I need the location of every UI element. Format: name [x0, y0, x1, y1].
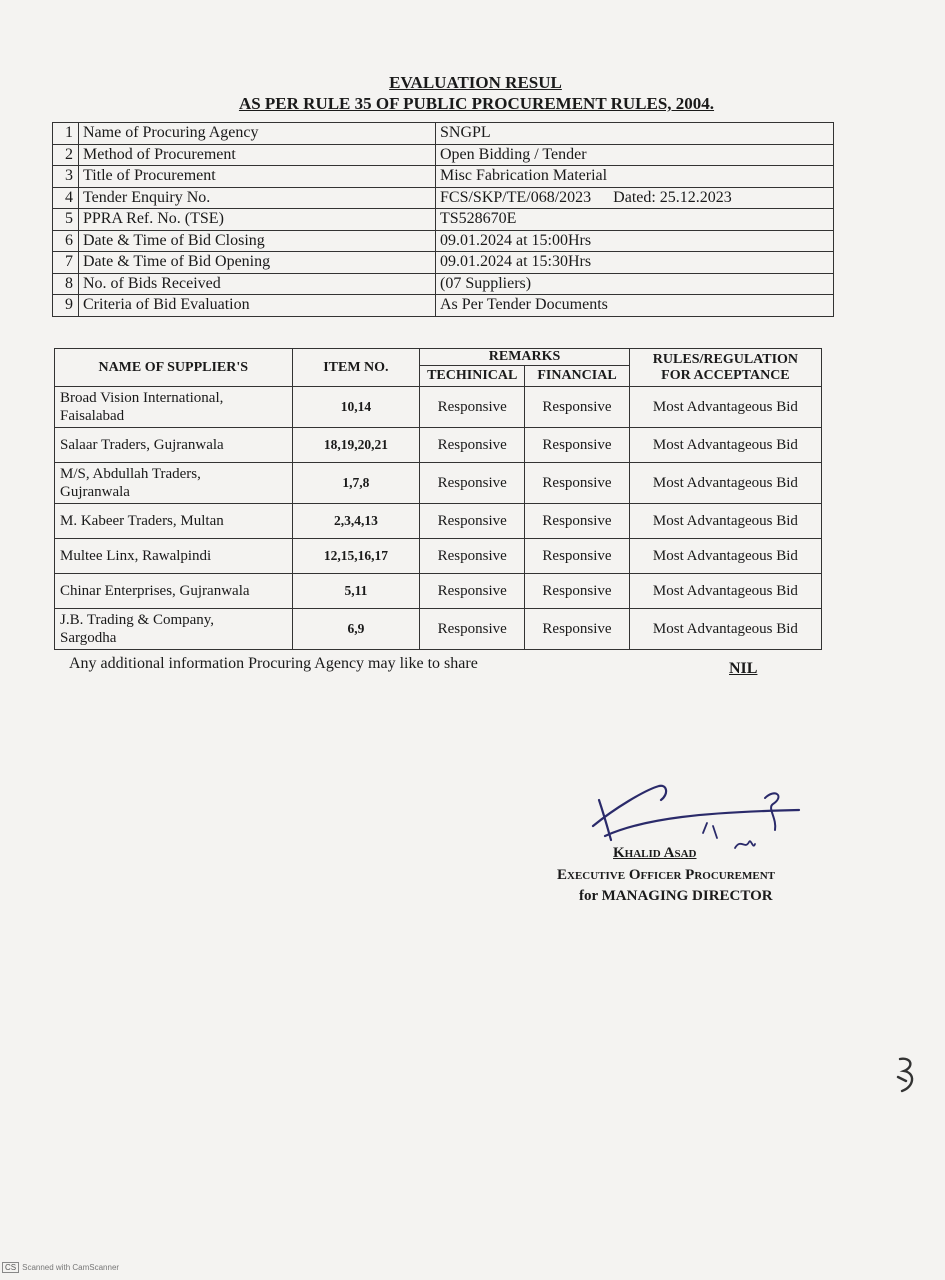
signatory-name: Khalid Asad [613, 845, 697, 861]
info-row-label: Date & Time of Bid Closing [79, 230, 436, 252]
technical-remark: Responsive [420, 387, 525, 428]
supplier-name-line2: Faisalabad [60, 408, 125, 424]
info-row [53, 209, 834, 231]
supplier-evaluation-table [54, 348, 822, 650]
info-row-value-cell [436, 187, 834, 209]
supplier-name [55, 504, 293, 539]
supplier-name [55, 609, 293, 650]
supplier-row [55, 504, 822, 539]
info-row-label: Criteria of Bid Evaluation [79, 295, 436, 317]
header-item: ITEM NO. [292, 349, 420, 387]
info-row-value: 09.01.2024 at 15:00Hrs [440, 231, 592, 249]
header-rules-line2: FOR ACCEPTANCE [661, 367, 790, 383]
technical-remark: Responsive [420, 539, 525, 574]
supplier-name [55, 574, 293, 609]
info-row-extra: Dated: 25.12.2023 [613, 188, 732, 206]
supplier-row [55, 463, 822, 504]
header-remarks: REMARKS [420, 349, 630, 366]
info-row-value-cell [436, 166, 834, 188]
header-financial: FINANCIAL [525, 366, 630, 387]
info-row-label: PPRA Ref. No. (TSE) [79, 209, 436, 231]
info-row-number: 9 [53, 295, 79, 317]
header-rules-line1: RULES/REGULATION [652, 351, 799, 367]
additional-info-value: NIL [729, 660, 758, 677]
acceptance-rule: Most Advantageous Bid [629, 387, 821, 428]
info-row-number: 5 [53, 209, 79, 231]
financial-remark: Responsive [525, 428, 630, 463]
supplier-items: 6,9 [292, 609, 420, 650]
technical-remark: Responsive [420, 574, 525, 609]
supplier-row [55, 539, 822, 574]
info-row-value-cell [436, 230, 834, 252]
info-row-label: No. of Bids Received [79, 273, 436, 295]
supplier-name-line1: M. Kabeer Traders, Multan [60, 513, 224, 529]
technical-remark: Responsive [420, 504, 525, 539]
info-row [53, 166, 834, 188]
acceptance-rule: Most Advantageous Bid [629, 504, 821, 539]
supplier-row [55, 428, 822, 463]
info-row-value: FCS/SKP/TE/068/2023 [440, 188, 592, 206]
signatory-subtitle: for MANAGING DIRECTOR [579, 888, 773, 904]
info-row [53, 273, 834, 295]
info-row-label: Tender Enquiry No. [79, 187, 436, 209]
scanner-text: Scanned with CamScanner [22, 1263, 120, 1272]
supplier-items: 5,11 [292, 574, 420, 609]
financial-remark: Responsive [525, 504, 630, 539]
info-row-value-cell [436, 144, 834, 166]
info-row-value: SNGPL [440, 124, 491, 142]
financial-remark: Responsive [525, 463, 630, 504]
technical-remark: Responsive [420, 463, 525, 504]
supplier-row [55, 574, 822, 609]
scanner-watermark [2, 1262, 119, 1273]
info-row-number: 8 [53, 273, 79, 295]
supplier-name [55, 387, 293, 428]
supplier-name-line2: Sargodha [60, 630, 117, 646]
financial-remark: Responsive [525, 574, 630, 609]
header-rules [629, 349, 821, 387]
info-row-value: 09.01.2024 at 15:30Hrs [440, 253, 592, 271]
supplier-name-line1: Broad Vision International, [60, 390, 224, 406]
info-row [53, 123, 834, 145]
supplier-items: 10,14 [292, 387, 420, 428]
document-title: EVALUATION RESUL [389, 73, 562, 92]
supplier-row [55, 387, 822, 428]
handwritten-margin-mark [894, 1053, 920, 1097]
info-row-value-cell [436, 252, 834, 274]
additional-info-text: Any additional information Procuring Agency may like to share [69, 655, 478, 672]
supplier-name-line1: M/S, Abdullah Traders, [60, 466, 201, 482]
info-row [53, 295, 834, 317]
supplier-name [55, 463, 293, 504]
info-row-label: Name of Procuring Agency [79, 123, 436, 145]
header-technical: TECHINICAL [420, 366, 525, 387]
technical-remark: Responsive [420, 428, 525, 463]
supplier-name-line1: J.B. Trading & Company, [60, 612, 215, 628]
info-row-number: 6 [53, 230, 79, 252]
info-row-label: Title of Procurement [79, 166, 436, 188]
info-row-label: Date & Time of Bid Opening [79, 252, 436, 274]
acceptance-rule: Most Advantageous Bid [629, 609, 821, 650]
procurement-info-table [52, 122, 834, 317]
info-row-number: 4 [53, 187, 79, 209]
supplier-name-line1: Multee Linx, Rawalpindi [60, 548, 212, 564]
info-row [53, 252, 834, 274]
info-row-number: 3 [53, 166, 79, 188]
supplier-name-line2: Gujranwala [60, 484, 130, 500]
signatory-title: Executive Officer Procurement [557, 867, 776, 883]
info-row [53, 144, 834, 166]
info-row-number: 1 [53, 123, 79, 145]
acceptance-rule: Most Advantageous Bid [629, 463, 821, 504]
supplier-name-line1: Chinar Enterprises, Gujranwala [60, 583, 250, 599]
info-row-value-cell [436, 209, 834, 231]
supplier-items: 2,3,4,13 [292, 504, 420, 539]
info-row-value: As Per Tender Documents [440, 296, 608, 314]
document-subtitle: AS PER RULE 35 OF PUBLIC PROCUREMENT RULES, 2004. [238, 94, 715, 113]
scanner-logo: CS [2, 1262, 19, 1273]
info-row-value-cell [436, 123, 834, 145]
info-row-label: Method of Procurement [79, 144, 436, 166]
financial-remark: Responsive [525, 609, 630, 650]
info-row-value: TS528670E [440, 210, 517, 228]
acceptance-rule: Most Advantageous Bid [629, 574, 821, 609]
info-row-value: Misc Fabrication Material [440, 167, 608, 185]
supplier-items: 12,15,16,17 [292, 539, 420, 574]
supplier-items: 18,19,20,21 [292, 428, 420, 463]
info-row [53, 187, 834, 209]
acceptance-rule: Most Advantageous Bid [629, 428, 821, 463]
supplier-row [55, 609, 822, 650]
info-row-number: 7 [53, 252, 79, 274]
info-row-value-cell [436, 295, 834, 317]
info-row-value: Open Bidding / Tender [440, 145, 587, 163]
financial-remark: Responsive [525, 387, 630, 428]
acceptance-rule: Most Advantageous Bid [629, 539, 821, 574]
header-name: NAME OF SUPPLIER'S [55, 349, 293, 387]
info-row-value-cell [436, 273, 834, 295]
info-row [53, 230, 834, 252]
supplier-items: 1,7,8 [292, 463, 420, 504]
supplier-name [55, 428, 293, 463]
financial-remark: Responsive [525, 539, 630, 574]
technical-remark: Responsive [420, 609, 525, 650]
info-row-value: (07 Suppliers) [440, 274, 532, 292]
supplier-name [55, 539, 293, 574]
supplier-name-line1: Salaar Traders, Gujranwala [60, 437, 224, 453]
info-row-number: 2 [53, 144, 79, 166]
